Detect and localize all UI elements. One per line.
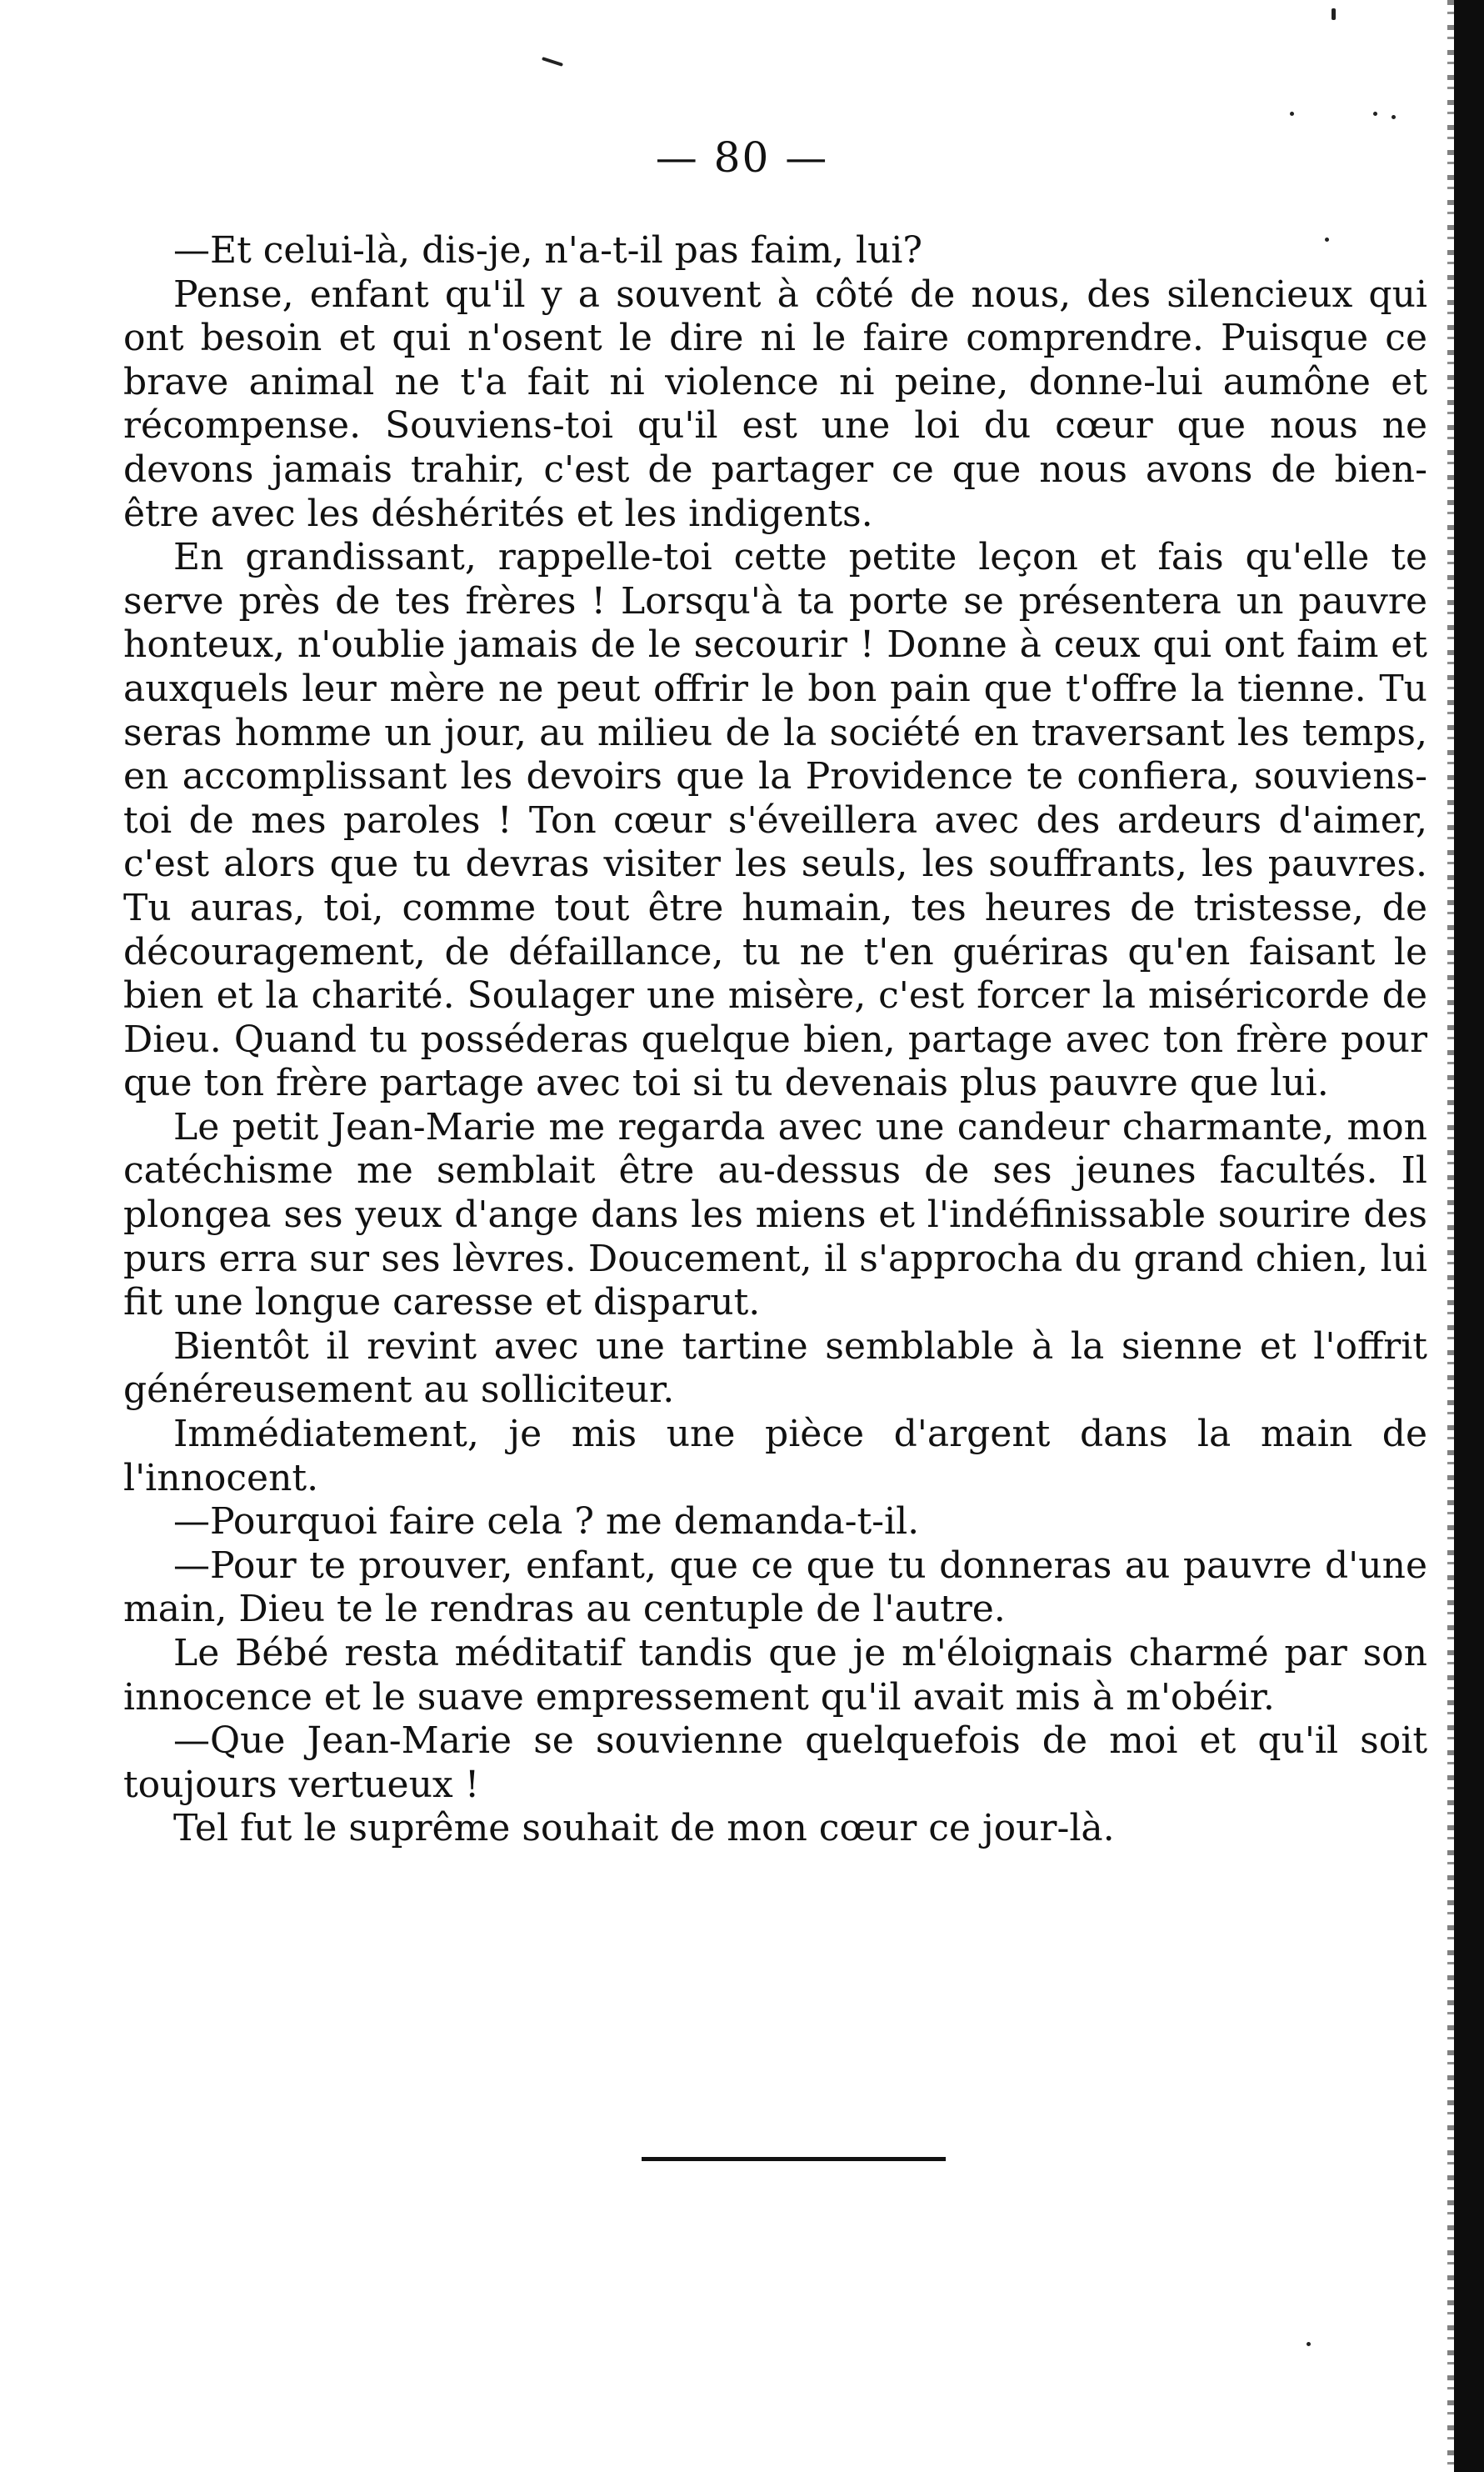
scan-speck [1290, 112, 1294, 116]
paragraph: —Pour te prouver, enfant, que ce que tu donneras au pauvre d'une main, Dieu te le rendras au centuple de l'autre. [123, 1544, 1427, 1631]
end-rule-divider [642, 2157, 946, 2161]
paragraph: —Que Jean-Marie se souvienne quelquefois de moi et qu'il soit toujours vertueux ! [123, 1719, 1427, 1806]
scan-speck [1392, 115, 1396, 119]
scan-speck [1307, 2342, 1311, 2346]
paragraph: —Pourquoi faire cela ? me demanda-t-il. [173, 1500, 920, 1544]
paragraph: —Et celui-là, dis-je, n'a-t-il pas faim, lui? [173, 229, 922, 272]
paragraph: Immédiatement, je mis une pièce d'argent dans la main de l'innocent. [123, 1413, 1427, 1499]
scan-speck [1373, 112, 1377, 116]
scan-speck [1332, 8, 1336, 20]
paragraph: Bientôt il revint avec une tartine semblable à la sienne et l'offrit généreusement au solliciteur. [123, 1324, 1427, 1412]
paragraph: En grandissant, rappelle-toi cette petite leçon et fais qu'elle te serve près de tes frères ! Lorsqu'à ta porte se présentera un pauvre honteux, n'oublie jamais de le secourir ! Donne à ceux qui ont faim et auxquels leur mère ne peut offrir le bon pain que t'offre la tienne. Tu seras homme un jour, au milieu de la société en traversant les temps, en accomplissant les devoirs que la Providence te confiera, souviens-toi de mes paroles ! Ton cœur s'éveillera avec des ardeurs d'aimer, c'est alors que tu devras visiter les seuls, les souffrants, les pauvres. Tu auras, toi, comme tout être humain, tes heures de tristesse, de découragement, de défaillance, tu ne t'en guériras qu'en faisant le bien et la charité. Soulager une misère, c'est forcer la miséricorde de Dieu. Quand tu posséderas quelque bien, partage avec ton frère pour que ton frère partage avec toi si tu devenais plus pauvre que lui. [123, 536, 1427, 1105]
page-edge-shadow [1454, 0, 1484, 2472]
body-text [123, 229, 1427, 1851]
scan-speck [542, 57, 563, 67]
paragraph: Pense, enfant qu'il y a souvent à côté de nous, des silencieux qui ont besoin et qui n'osent le dire ni le faire comprendre. Puisque ce brave animal ne t'a fait ni violence ni peine, donne-lui aumône et récompense. Souviens-toi qu'il est une loi du cœur que nous ne devons jamais trahir, c'est de partager ce que nous avons de bien-être avec les déshérités et les indigents. [123, 273, 1427, 535]
paragraph: Tel fut le suprême souhait de mon cœur ce jour-là. [173, 1807, 1115, 1850]
paragraph: Le petit Jean-Marie me regarda avec une candeur charmante, mon catéchisme me semblait être au-dessus de ses jeunes facultés. Il plongea ses yeux d'ange dans les miens et l'indéfinissable sourire des purs erra sur ses lèvres. Doucement, il s'approcha du grand chien, lui fit une longue caresse et disparut. [123, 1105, 1427, 1324]
page-number: — 80 — [655, 133, 829, 182]
paragraph: Le Bébé resta méditatif tandis que je m'éloignais charmé par son innocence et le suave empressement qu'il avait mis à m'obéir. [123, 1632, 1427, 1719]
